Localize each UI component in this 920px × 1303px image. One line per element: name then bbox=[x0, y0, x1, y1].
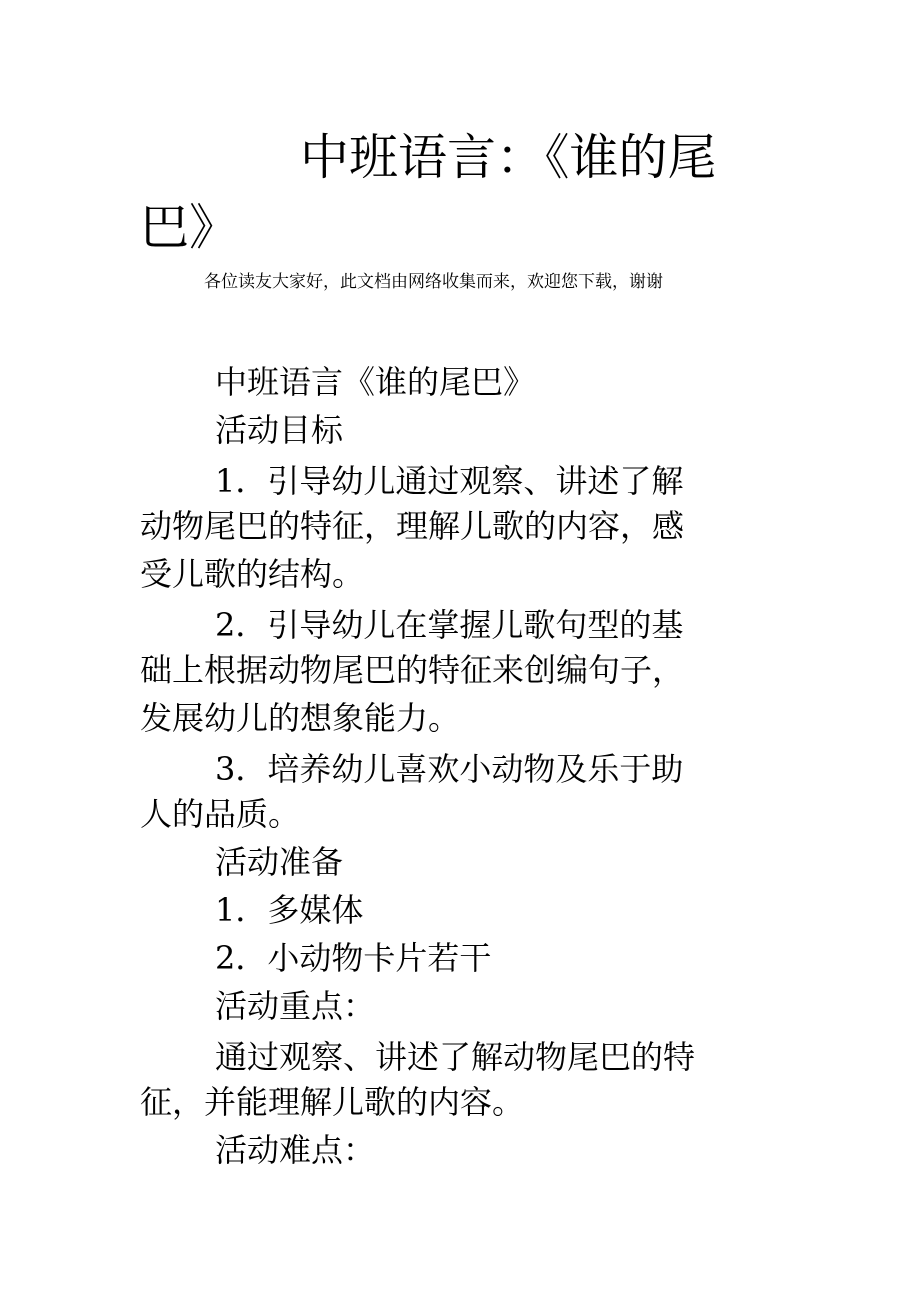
title-line-1: 中班语言：《谁的尾 bbox=[300, 129, 717, 186]
goal-2-line-2: 础上根据动物尾巴的特征来创编句子， bbox=[140, 651, 685, 689]
key-points-line-1: 通过观察、讲述了解动物尾巴的特 bbox=[215, 1038, 696, 1076]
goal-2-line-3: 发展幼儿的想象能力。 bbox=[140, 699, 461, 737]
goal-3-line-1: 3．培养幼儿喜欢小动物及乐于助 bbox=[215, 750, 684, 788]
section-heading-lesson: 中班语言《谁的尾巴》 bbox=[215, 363, 536, 401]
goal-1-line-2: 动物尾巴的特征，理解儿歌的内容，感 bbox=[140, 507, 685, 545]
prep-item-1: 1．多媒体 bbox=[215, 891, 364, 929]
goal-3-line-2: 人的品质。 bbox=[140, 795, 301, 833]
download-note: 各位读友大家好，此文档由网络收集而来，欢迎您下载，谢谢 bbox=[204, 272, 663, 292]
key-points-line-2: 征，并能理解儿歌的内容。 bbox=[140, 1083, 525, 1121]
goal-2-line-1: 2．引导幼儿在掌握儿歌句型的基 bbox=[215, 606, 684, 644]
goal-1-line-1: 1．引导幼儿通过观察、讲述了解 bbox=[215, 462, 684, 500]
prep-item-2: 2．小动物卡片若干 bbox=[215, 939, 492, 977]
section-heading-preparation: 活动准备 bbox=[215, 843, 344, 881]
section-heading-goals: 活动目标 bbox=[215, 411, 344, 449]
title-line-2: 巴》 bbox=[140, 199, 239, 256]
goal-1-line-3: 受儿歌的结构。 bbox=[140, 555, 365, 593]
section-heading-difficulties: 活动难点： bbox=[215, 1131, 376, 1169]
section-heading-key-points: 活动重点： bbox=[215, 987, 376, 1025]
